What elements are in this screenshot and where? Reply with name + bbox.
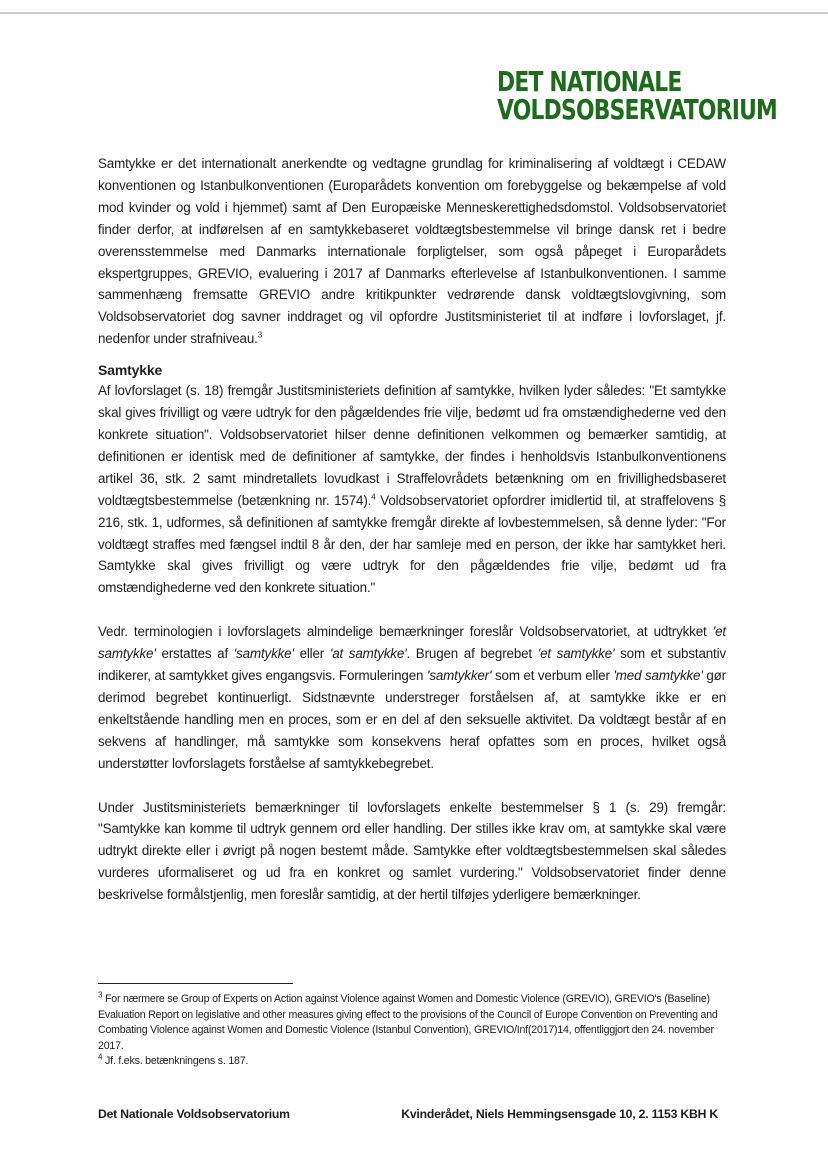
terminology-text: erstattes af (155, 646, 234, 662)
footnote-3 (98, 992, 718, 1054)
terminology-text: . Brugen af begrebet (406, 646, 538, 662)
definition-paragraph (98, 380, 726, 599)
footnote-divider (98, 983, 293, 984)
logo-line-2: VOLDSOBSERVATORIUM (497, 93, 778, 126)
definition-text-a: Af lovforslaget (s. 18) fremgår Justitsministeriets definition af samtykke, hvilken lyder således: "Et samtykke skal gives frivilligt og være udtryk for den pågældendes frie vilje, bedømt ud fra omstændighederne ved den konkrete situation". Voldsobservatoriet hilser denne definitionen velkommen og bemærker samtidig, at definitionen er identisk med de definitioner af samtykke, der findes i henholdsvis Istanbulkonventionens artikel 36, stk. 2 samt mindretallets lovudkast i Straffelovrådets betænkning om en frivillighedsbaseret voldtægtsbestemmelse (betænkning nr. 1574). (98, 383, 726, 508)
footnote-number: 4 (98, 1052, 103, 1062)
terminology-text: eller (293, 646, 330, 662)
terminology-text: som et substantiv indikerer, at samtykket gives engangsvis. Formuleringen (98, 646, 726, 684)
definition-text-b: Voldsobservatoriet opfordrer imidlertid til, at straffelovens § 216, stk. 1, udformes, så definitionen af samtykke fremgår direkte af lovbestemmelsen, så denne lyder: "For voldtægt straffes med fængsel indtil 8 år den, der har samleje med en person, der ikke har samtykket heri. Samtykke skal gives frivilligt og være udtryk for den pågældendes frie vilje, bedømt ud fra omstændighederne ved den konkrete situation." (98, 492, 726, 596)
footnote-ref-3: 3 (257, 330, 263, 340)
logo-line-1: DET NATIONALE (497, 65, 682, 98)
terminology-text: gør derimod begrebet kontinuerligt. Sidstnævnte understreger forståelsen af, at samtykke ikke er en enkeltstående handling men en proces, som er en del af den seksuelle aktivitet. Da voldtægt består af en sekvens af handlinger, må samtykke som konsekvens heraf opfattes som en proces, hvilket også understøtter lovforslagets forståelse af samtykkebegrebet. (98, 668, 726, 771)
term-italic: 'samtykke' (233, 646, 294, 662)
page-footer (98, 1107, 718, 1127)
footnote-number: 3 (98, 990, 103, 1000)
document-body (98, 153, 726, 906)
section-heading-samtykke: Samtykke (98, 362, 163, 379)
terminology-paragraph (98, 621, 726, 774)
term-italic: 'at samtykke' (329, 646, 407, 662)
remarks-paragraph: Under Justitsministeriets bemærkninger til lovforslagets enkelte bestemmelser § 1 (s. 29) fremgår: "Samtykke kan komme til udtryk gennem ord eller handling. Der stilles ikke krav om, at samtykke skal være udtrykt direkte eller i øvrigt på nogen bestemt måde. Samtykke efter voldtægtsbestemmelsen skal således vurderes uformaliseret og ud fra en konkret og samlet vurdering." Voldsobservatoriet finder denne beskrivelse formålstjenlig, men foreslår samtidig, at der hertil tilføjes yderligere bemærkninger. (98, 799, 726, 903)
intro-paragraph (98, 153, 726, 350)
intro-text: Samtykke er det internationalt anerkendte og vedtagne grundlag for kriminalisering af voldtægt i CEDAW konventionen og Istanbulkonventionen (Europarådets konvention om forebyggelse og bekæmpelse af vold mod kvinder og vold i hjemmet) samt af Den Europæiske Menneskerettighedsdomstol. Voldsobservatoriet finder derfor, at indførelsen af en samtykkebaseret voldtægtsbestemmelse vil bringe dansk ret i bedre overensstemmelse med Danmarks internationale forpligtelser, som også påpeget i Europarådets ekspertgruppes, GREVIO, evaluering i 2017 af Danmarks efterlevelse af Istanbulkonventionen. I samme sammenhæng fremsatte GREVIO andre kritikpunkter vedrørende dansk voldtægtslovgivning, som Voldsobservatoriet dog savner inddraget og vil opfordre Justitsministeriet til at indføre i lovforslaget, jf. nedenfor under strafniveau. (98, 156, 726, 347)
footer-organization: Det Nationale Voldsobservatorium (98, 1107, 290, 1121)
footnote-4 (98, 1054, 718, 1070)
terminology-text: Vedr. terminologien i lovforslagets almindelige bemærkninger foreslår Voldsobservatoriet, at udtrykket (98, 624, 713, 640)
scan-edge-line (0, 12, 828, 14)
term-italic: 'et samtykke' (98, 624, 726, 662)
term-italic: 'et samtykke' (537, 646, 615, 662)
footnote-text: Jf. f.eks. betænkningens s. 187. (102, 1055, 249, 1068)
term-italic: 'med samtykke' (613, 668, 703, 684)
footnote-text: For nærmere se Group of Experts on Action against Violence against Women and Domestic Violence (GREVIO), GREVIO's (Baseline) Evaluation Report on legislative and other measures giving effect to the provisions of the Council of Europe Convention on Preventing and Combating Violence against Women and Domestic Violence (Istanbul Convention), GREVIO/Inf(2017)14, offentliggjort den 24. november 2017. (98, 993, 718, 1052)
footnote-ref-4: 4 (371, 492, 376, 502)
organization-logo (497, 65, 778, 126)
footer-address: Kvinderådet, Niels Hemmingsensgade 10, 2. 1153 KBH K (401, 1107, 718, 1121)
footnotes (98, 992, 718, 1070)
terminology-text: som et verbum eller (491, 668, 614, 684)
term-italic: 'samtykker' (426, 668, 492, 684)
